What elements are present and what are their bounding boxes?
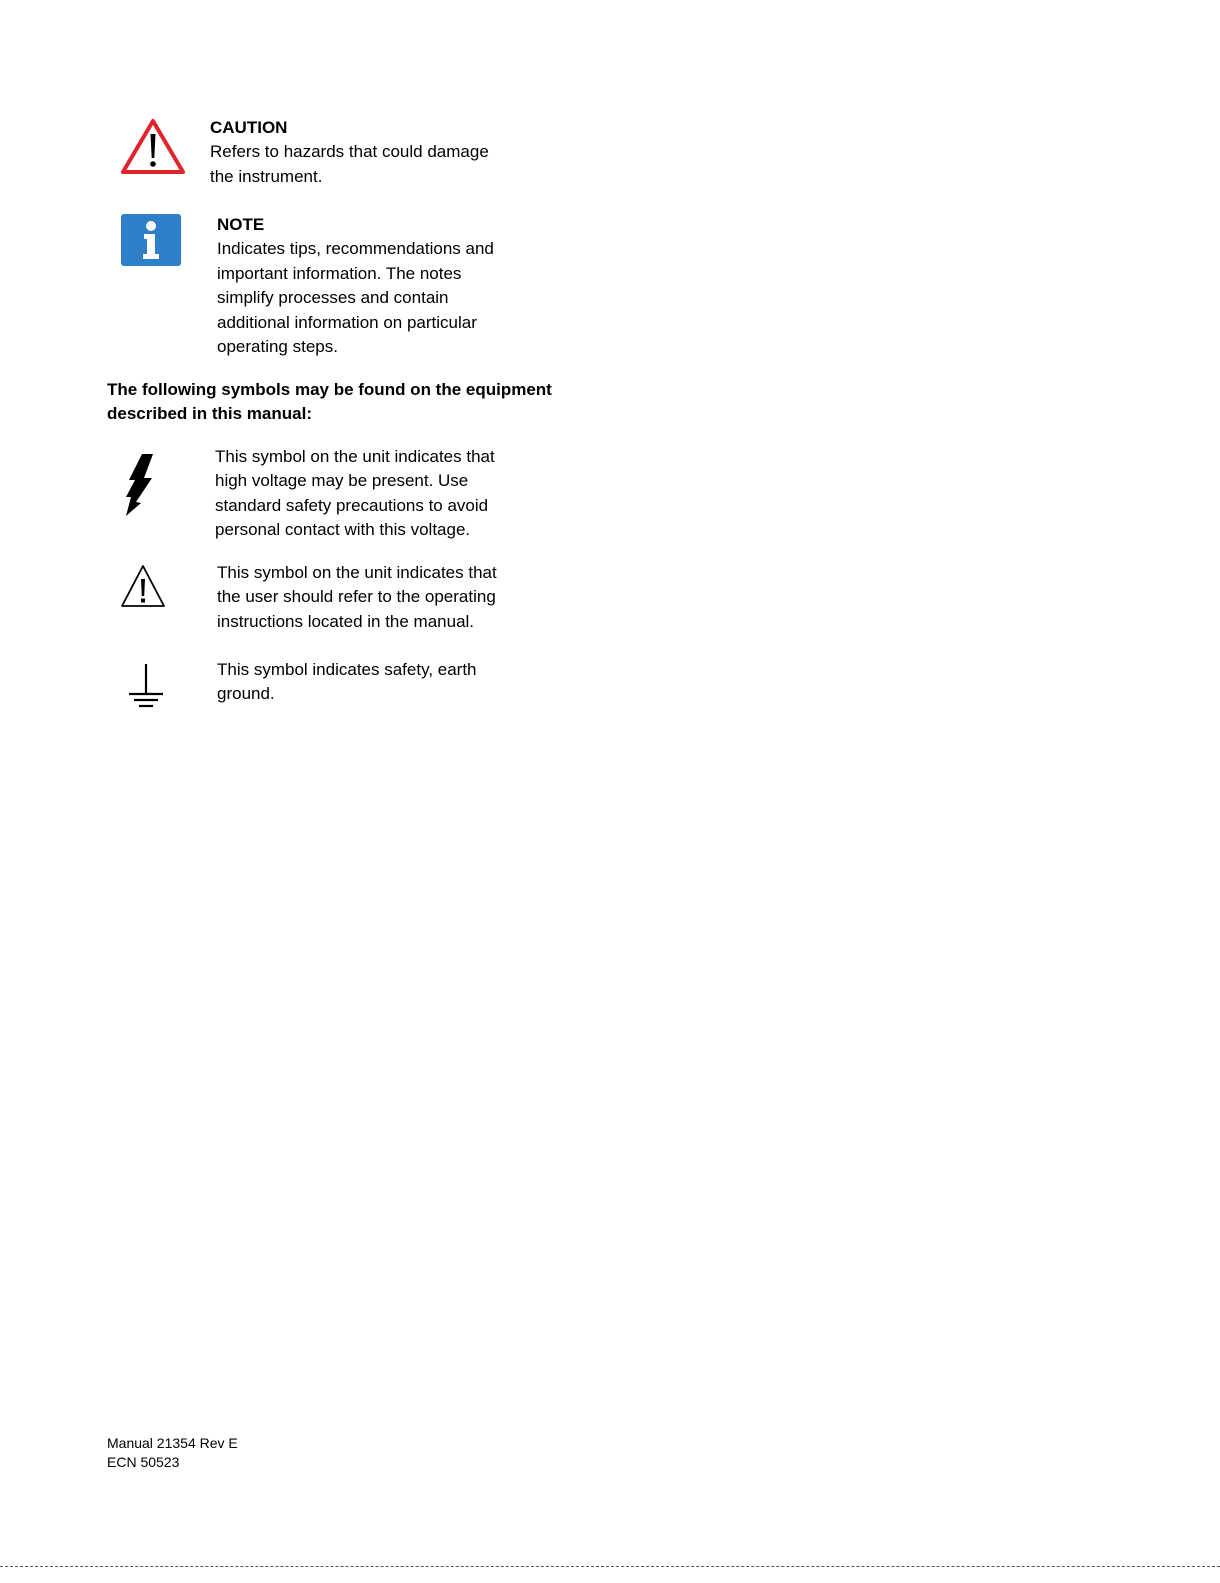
note-text-line: Indicates tips, recommendations and (217, 239, 494, 259)
symbol-text-line: This symbol on the unit indicates that (217, 563, 497, 582)
symbol-text-line: personal contact with this voltage. (215, 520, 471, 540)
warning-triangle-icon (118, 562, 168, 610)
symbols-heading-line: described in this manual: (107, 404, 312, 424)
symbol-description (215, 445, 495, 543)
caution-block (210, 116, 489, 189)
symbol-text-line: instructions located in the manual. (217, 611, 475, 631)
symbol-text-line: This symbol on the unit indicates that (215, 447, 495, 466)
footer-ecn: ECN 50523 (107, 1454, 180, 1470)
symbol-text-line: high voltage may be present. Use (215, 471, 469, 491)
caution-text-line: the instrument. (210, 166, 323, 186)
footer-manual: Manual 21354 Rev E (107, 1435, 238, 1451)
note-block (217, 213, 494, 359)
caution-triangle-icon (119, 117, 187, 177)
note-title: NOTE (217, 215, 265, 234)
symbol-text-line: standard safety precautions to avoid (215, 495, 489, 515)
symbols-heading (107, 378, 552, 427)
note-text-line: additional information on particular (217, 312, 477, 332)
earth-ground-icon (126, 662, 166, 712)
symbol-description (217, 658, 477, 707)
symbol-description (217, 561, 497, 634)
note-text-line: important information. The notes (217, 263, 462, 283)
note-text-line: operating steps. (217, 337, 338, 357)
info-icon (120, 213, 182, 267)
note-text-line: simplify processes and contain (217, 288, 449, 308)
page-bottom-divider (0, 1566, 1220, 1567)
symbols-heading-line: The following symbols may be found on the equipment (107, 380, 552, 399)
high-voltage-icon (122, 452, 158, 518)
symbol-text-line: This symbol indicates safety, earth (217, 660, 477, 679)
caution-text-line: Refers to hazards that could damage (210, 142, 489, 162)
symbol-text-line: the user should refer to the operating (217, 587, 496, 607)
caution-title: CAUTION (210, 118, 288, 137)
symbol-text-line: ground. (217, 684, 275, 704)
